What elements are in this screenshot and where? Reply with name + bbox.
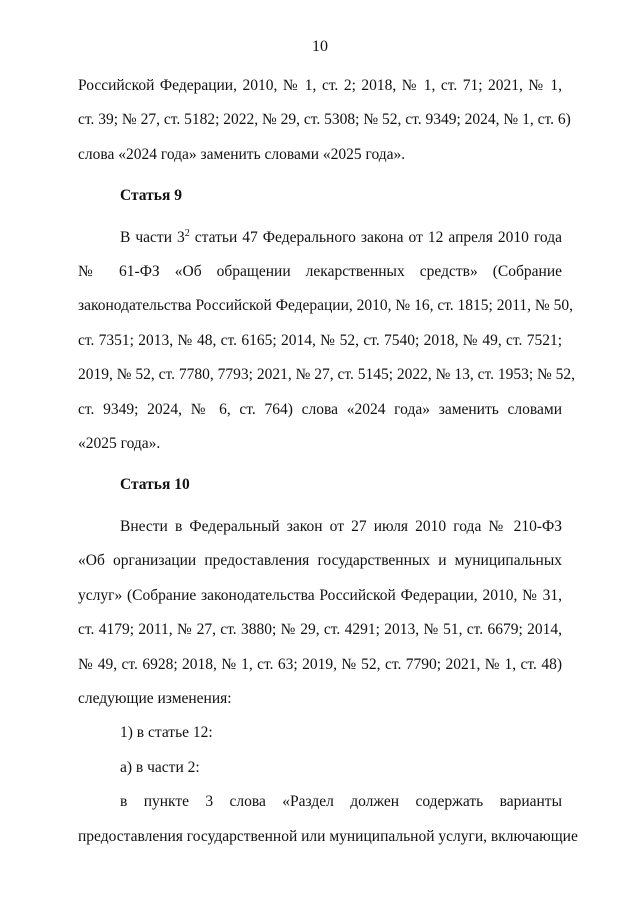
superscript: 2 — [184, 227, 190, 239]
paragraph-line: В части $3^2$ статьи 47 Федерального закона от 12 апреля 2010 года — [120, 227, 562, 246]
paragraph-line: № 61-ФЗ «Об обращении лекарственных средств» (Собрание — [78, 263, 562, 281]
paragraph-line: Внести в Федеральный закон от 27 июля 2010 года № 210-ФЗ — [120, 517, 562, 535]
article-10-heading: Статья 10 — [120, 476, 190, 494]
paragraph-line: ст. 39; № 27, ст. 5182; 2022, № 29, ст. 5308; № 52, ст. 9349; 2024, № 1, ст. 6) — [78, 111, 571, 129]
list-item: а) в части 2: — [120, 758, 200, 776]
list-item: 1) в статье 12: — [120, 724, 213, 742]
paragraph-line: Российской Федерации, 2010, № 1, ст. 2; 2018, № 1, ст. 71; 2021, № 1, — [78, 77, 562, 94]
paragraph-line: 2019, № 52, ст. 7780, 7793; 2021, № 27, ст. 5145; 2022, № 13, ст. 1953; № 52, — [78, 366, 576, 384]
paragraph-line: законодательства Российской Федерации, 2010, № 16, ст. 1815; 2011, № 50, — [78, 297, 573, 315]
paragraph-line: услуг» (Собрание законодательства Российской Федерации, 2010, № 31, — [78, 586, 562, 604]
page-number: 10 — [312, 38, 328, 55]
paragraph-line: «2025 года». — [78, 435, 161, 453]
paragraph-line: следующие изменения: — [78, 689, 232, 707]
paragraph-line: слова «2024 года» заменить словами «2025 года». — [78, 145, 406, 163]
paragraph-line: в пункте 3 слова «Раздел должен содержать варианты — [120, 793, 562, 811]
paragraph-line: № 49, ст. 6928; 2018, № 1, ст. 63; 2019, № 52, ст. 7790; 2021, № 1, ст. 48) — [78, 655, 562, 673]
paragraph-line: ст. 9349; 2024, № 6, ст. 764) слова «2024 года» заменить словами — [78, 400, 562, 418]
paragraph-line: «Об организации предоставления государственных и муниципальных — [78, 552, 562, 570]
paragraph-line: предоставления государственной или муниципальной услуги, включающие — [78, 827, 578, 845]
article-9-heading: Статья 9 — [120, 187, 182, 205]
paragraph-line: ст. 4179; 2011, № 27, ст. 3880; № 29, ст. 4291; 2013, № 51, ст. 6679; 2014, — [78, 621, 562, 639]
document-body — [78, 69, 578, 854]
paragraph-line: ст. 7351; 2013, № 48, ст. 6165; 2014, № 52, ст. 7540; 2018, № 49, ст. 7521; — [78, 331, 562, 349]
